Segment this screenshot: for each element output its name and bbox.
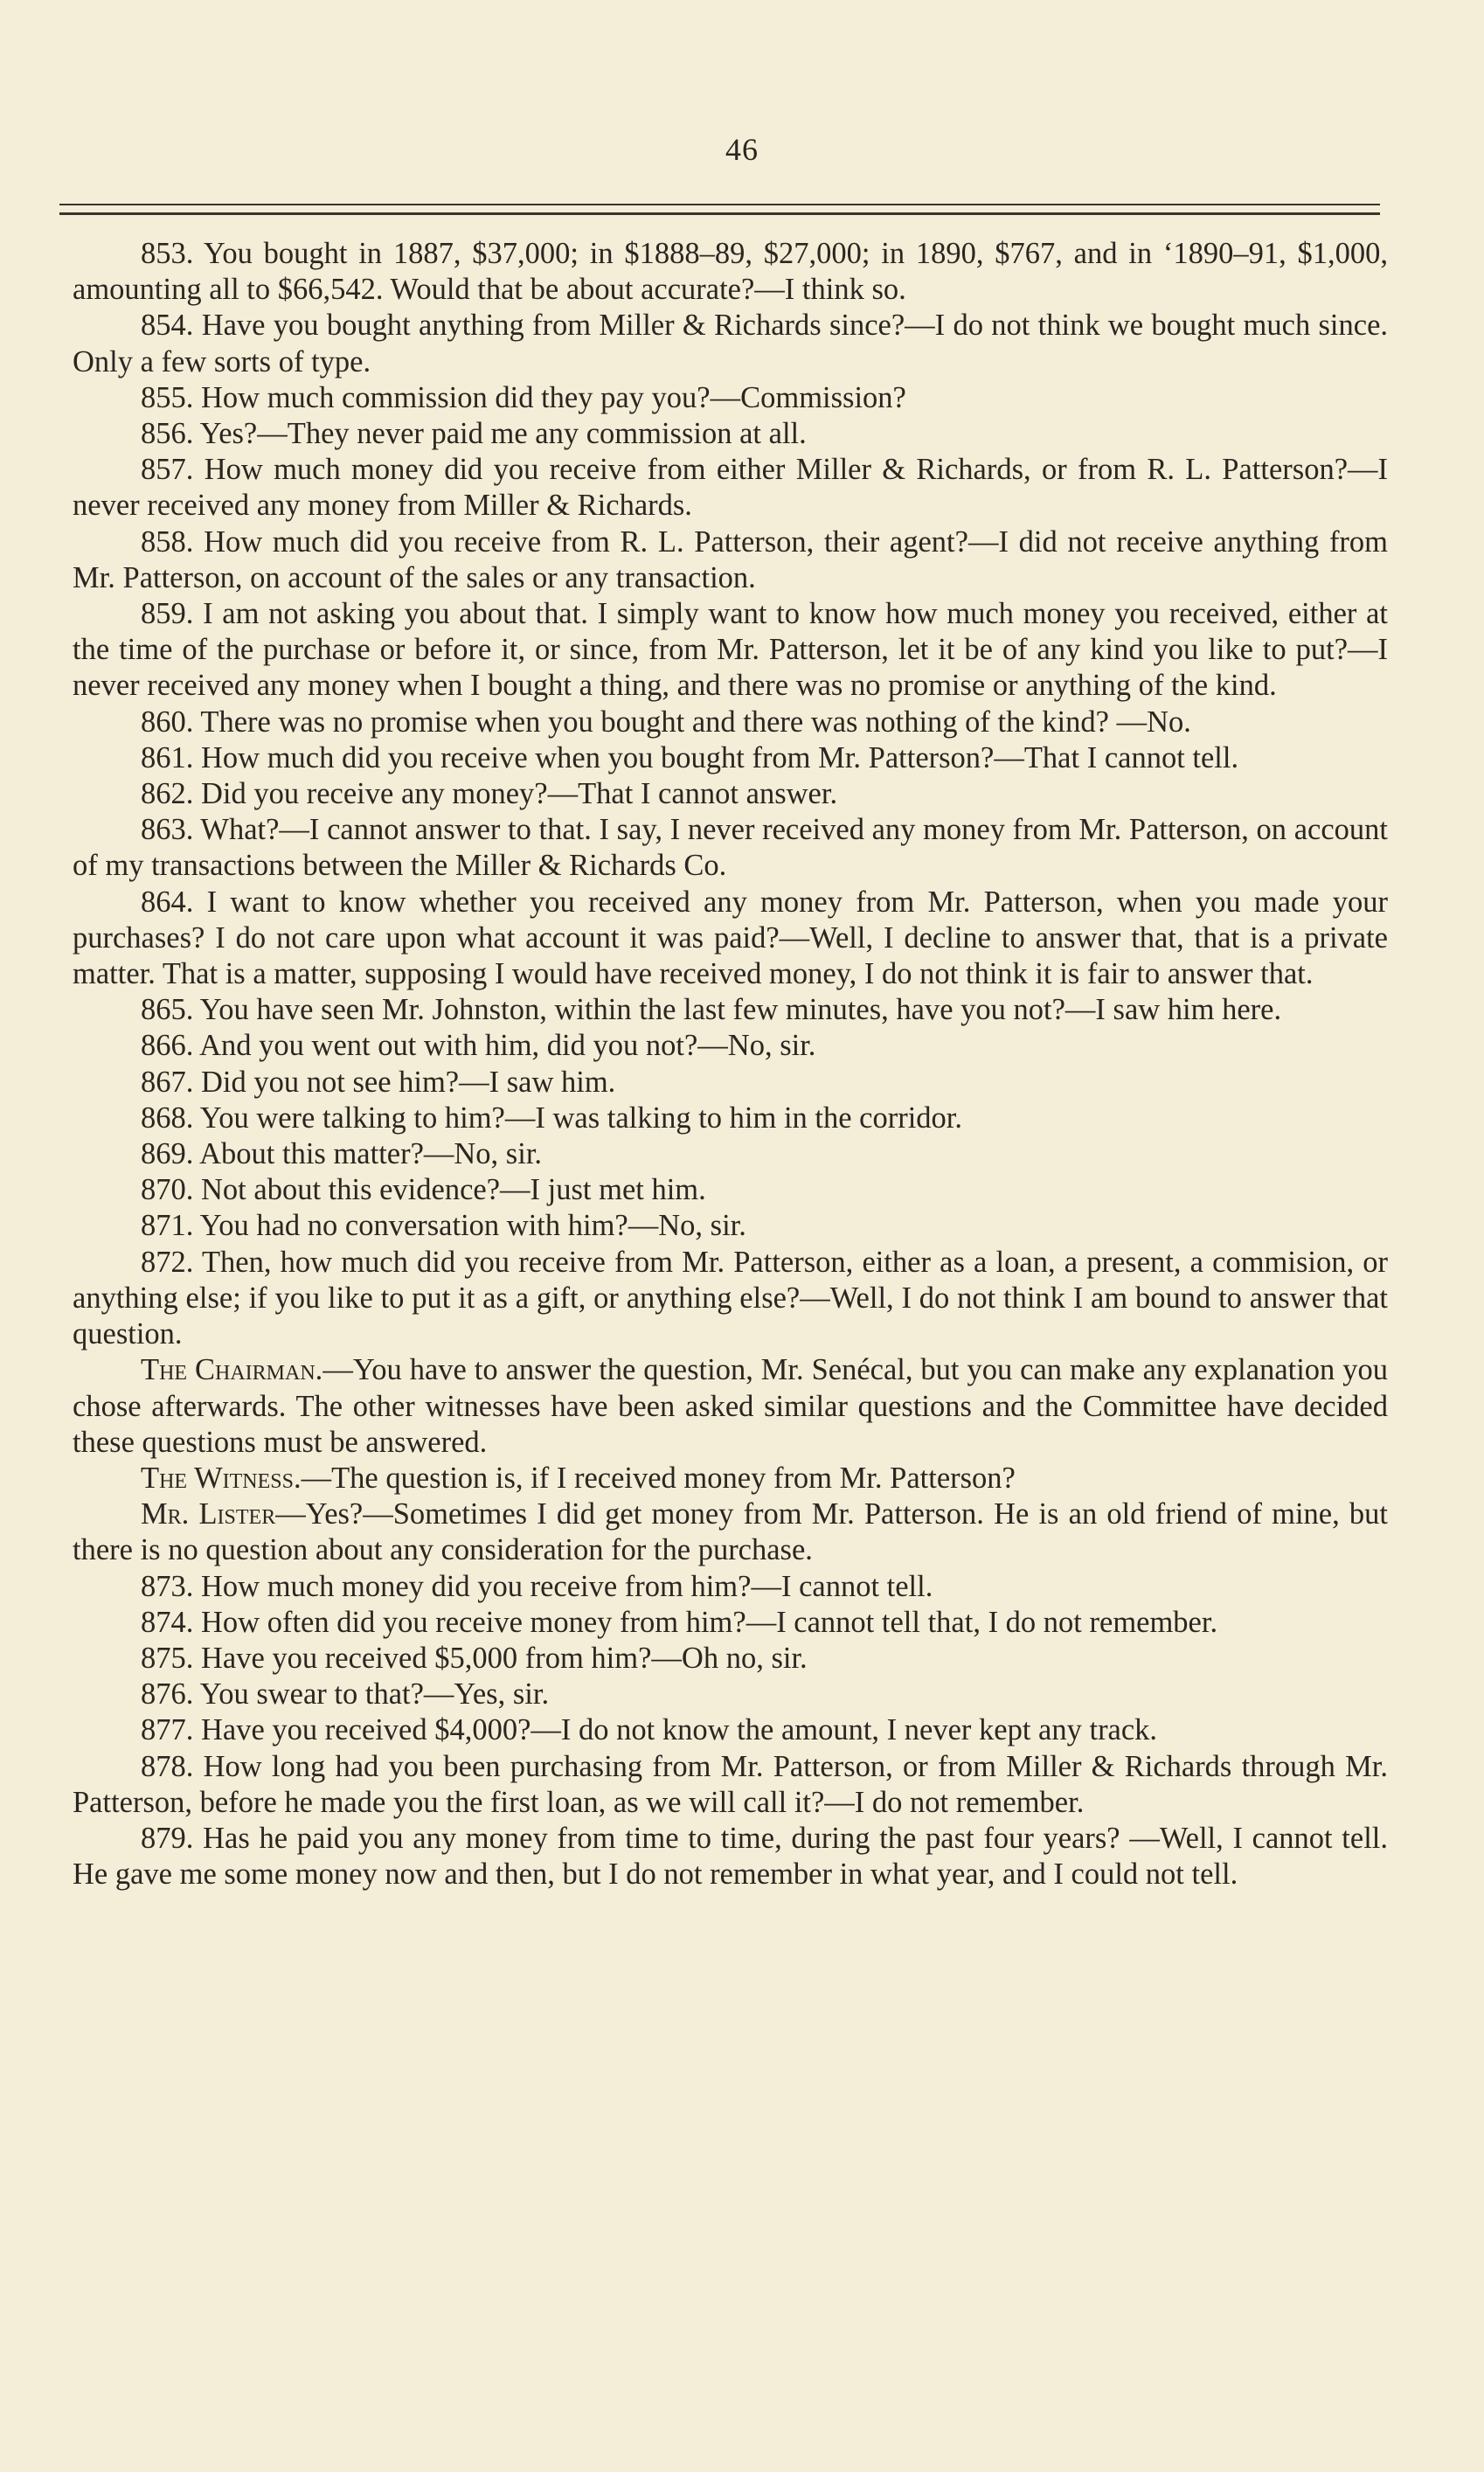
paragraph-text: Then, how much did you receive from Mr. Patterson, either as a loan, a present, a commision, or anything else; if you like to put it as a gift, or anything else?—Well, I do not think I am bound to answer that question. [73, 1245, 1388, 1351]
speaker-paragraph [73, 1352, 1388, 1461]
testimony-text [73, 236, 1388, 1892]
question-paragraph [73, 992, 1388, 1028]
question-number: 879. [141, 1821, 194, 1855]
question-number: 860. [141, 705, 194, 739]
paragraph-text: And you went out with him, did you not?—No, sir. [199, 1029, 816, 1063]
question-number: 873. [141, 1569, 194, 1603]
question-number: 858. [141, 524, 194, 559]
question-paragraph [73, 1136, 1388, 1172]
paragraph-text: About this matter?—No, sir. [199, 1137, 543, 1171]
paragraph-text: There was no promise when you bought and there was nothing of the kind? —No. [200, 705, 1191, 739]
question-paragraph [73, 1245, 1388, 1353]
paragraph-text: You have seen Mr. Johnston, within the last few minutes, have you not?—I saw him here. [199, 993, 1282, 1027]
question-number: 857. [141, 453, 194, 487]
paragraph-text: How much did you receive when you bought from Mr. Patterson?—That I cannot tell. [201, 740, 1239, 774]
question-number: 862. [141, 777, 194, 811]
question-number: 875. [141, 1641, 194, 1675]
paragraph-text: Did you not see him?—I saw him. [201, 1065, 616, 1099]
paragraph-text: Have you received $5,000 from him?—Oh no, sir. [201, 1641, 808, 1675]
question-paragraph [73, 1172, 1388, 1208]
question-paragraph [73, 596, 1388, 705]
question-paragraph [73, 1821, 1388, 1892]
question-number: 856. [141, 417, 194, 451]
paragraph-text: How much commission did they pay you?—Commission? [201, 380, 906, 414]
paragraph-text: Not about this evidence?—I just met him. [201, 1173, 706, 1207]
question-number: 855. [141, 380, 194, 414]
question-paragraph [73, 308, 1388, 379]
question-paragraph [73, 380, 1388, 416]
question-paragraph [73, 1065, 1388, 1101]
speaker-name: The Chairman. [141, 1353, 323, 1387]
paragraph-text: I am not asking you about that. I simply want to know how much money you received, either at the time of the purchase or before it, or since, from Mr. Patterson, let it be of any kind you like to put?—I never received any money when I bought a thing, and there was no promise or anything of the kind. [73, 597, 1388, 703]
question-number: 876. [141, 1677, 194, 1712]
question-number: 864. [141, 885, 194, 919]
paragraph-text: You were talking to him?—I was talking to him in the corridor. [199, 1101, 963, 1135]
paragraph-text: You had no conversation with him?—No, sir. [199, 1209, 746, 1243]
question-paragraph [73, 524, 1388, 596]
paragraph-text: How much did you receive from R. L. Patterson, their agent?—I did not receive anything from Mr. Patterson, on account of the sales or any transaction. [73, 524, 1389, 594]
question-number: 859. [141, 597, 194, 631]
question-paragraph [73, 740, 1388, 776]
speaker-name: Mr. Lister [141, 1497, 276, 1531]
question-paragraph [73, 452, 1388, 524]
question-paragraph [73, 1028, 1388, 1064]
question-number: 867. [141, 1065, 194, 1099]
question-number: 877. [141, 1713, 194, 1747]
question-paragraph [73, 416, 1388, 452]
paragraph-text: You bought in 1887, $37,000; in $1888–89, $27,000; in 1890, $767, and in ‘1890–91, $1,000, amounting all to $66,542. Would that be about accurate?—I think so. [73, 237, 1388, 307]
paragraph-text: How much money did you receive from him?—I cannot tell. [201, 1569, 933, 1603]
question-paragraph [73, 776, 1388, 812]
question-paragraph [73, 1569, 1388, 1605]
paragraph-text: —The question is, if I received money from Mr. Patterson? [301, 1461, 1016, 1495]
question-paragraph [73, 1605, 1388, 1641]
question-number: 870. [141, 1173, 194, 1207]
header-rule-top [59, 204, 1380, 205]
paragraph-text: How much money did you receive from either Miller & Richards, or from R. L. Patterson?—I never received any money from Miller & Richards. [73, 453, 1388, 523]
question-number: 868. [141, 1101, 194, 1135]
question-number: 854. [141, 309, 194, 343]
question-number: 853. [141, 237, 194, 270]
paragraph-text: How long had you been purchasing from Mr. Patterson, or from Miller & Richards through Mr. Patterson, before he made you the first loan, as we will call it?—I do not remember. [73, 1749, 1388, 1819]
question-paragraph [73, 885, 1388, 993]
question-paragraph [73, 1712, 1388, 1748]
question-number: 866. [141, 1029, 194, 1063]
paragraph-text: Yes?—They never paid me any commission at all. [199, 417, 807, 451]
paragraph-text: —You have to answer the question, Mr. Senécal, but you can make any explanation you chose afterwards. The other witnesses have been asked similar questions and the Committee have decided these questions must be answered. [73, 1353, 1388, 1459]
question-paragraph [73, 1749, 1388, 1821]
question-number: 865. [141, 993, 194, 1027]
question-paragraph [73, 1677, 1388, 1712]
paragraph-text: How often did you receive money from him?—I cannot tell that, I do not remember. [201, 1605, 1218, 1639]
question-number: 869. [141, 1137, 194, 1171]
question-paragraph [73, 236, 1388, 308]
question-number: 878. [141, 1749, 194, 1783]
question-paragraph [73, 1101, 1388, 1136]
question-paragraph [73, 1208, 1388, 1244]
question-paragraph [73, 812, 1388, 884]
question-number: 861. [141, 740, 194, 774]
paragraph-text: Have you received $4,000?—I do not know the amount, I never kept any track. [201, 1713, 1158, 1747]
paragraph-text: What?—I cannot answer to that. I say, I never received any money from Mr. Patterson, on account of my transactions between the Miller & Richards Co. [73, 813, 1388, 883]
paragraph-text: Has he paid you any money from time to time, during the past four years? —Well, I cannot tell. He gave me some money now and then, but I do not remember in what year, and I could not tell. [73, 1821, 1389, 1892]
question-number: 871. [141, 1209, 194, 1243]
page-number: 46 [725, 132, 759, 167]
header-rule-bottom [59, 212, 1380, 215]
speaker-name: The Witness. [141, 1461, 302, 1495]
question-number: 874. [141, 1605, 194, 1639]
paragraph-text: —Yes?—Sometimes I did get money from Mr. Patterson. He is an old friend of mine, but there is no question about any consideration for the purchase. [73, 1497, 1388, 1567]
paragraph-text: I want to know whether you received any money from Mr. Patterson, when you made your purchases? I do not care upon what account it was paid?—Well, I decline to answer that, that is a private matter. That is a matter, supposing I would have received money, I do not think it is fair to answer that. [73, 885, 1389, 991]
question-paragraph [73, 705, 1388, 740]
question-paragraph [73, 1641, 1388, 1677]
question-number: 872. [141, 1245, 194, 1279]
paragraph-text: Have you bought anything from Miller & Richards since?—I do not think we bought much since. Only a few sorts of type. [73, 309, 1389, 378]
speaker-paragraph [73, 1461, 1388, 1496]
question-number: 863. [141, 813, 194, 847]
speaker-paragraph [73, 1496, 1388, 1568]
paragraph-text: You swear to that?—Yes, sir. [199, 1677, 550, 1712]
paragraph-text: Did you receive any money?—That I cannot answer. [201, 777, 838, 811]
